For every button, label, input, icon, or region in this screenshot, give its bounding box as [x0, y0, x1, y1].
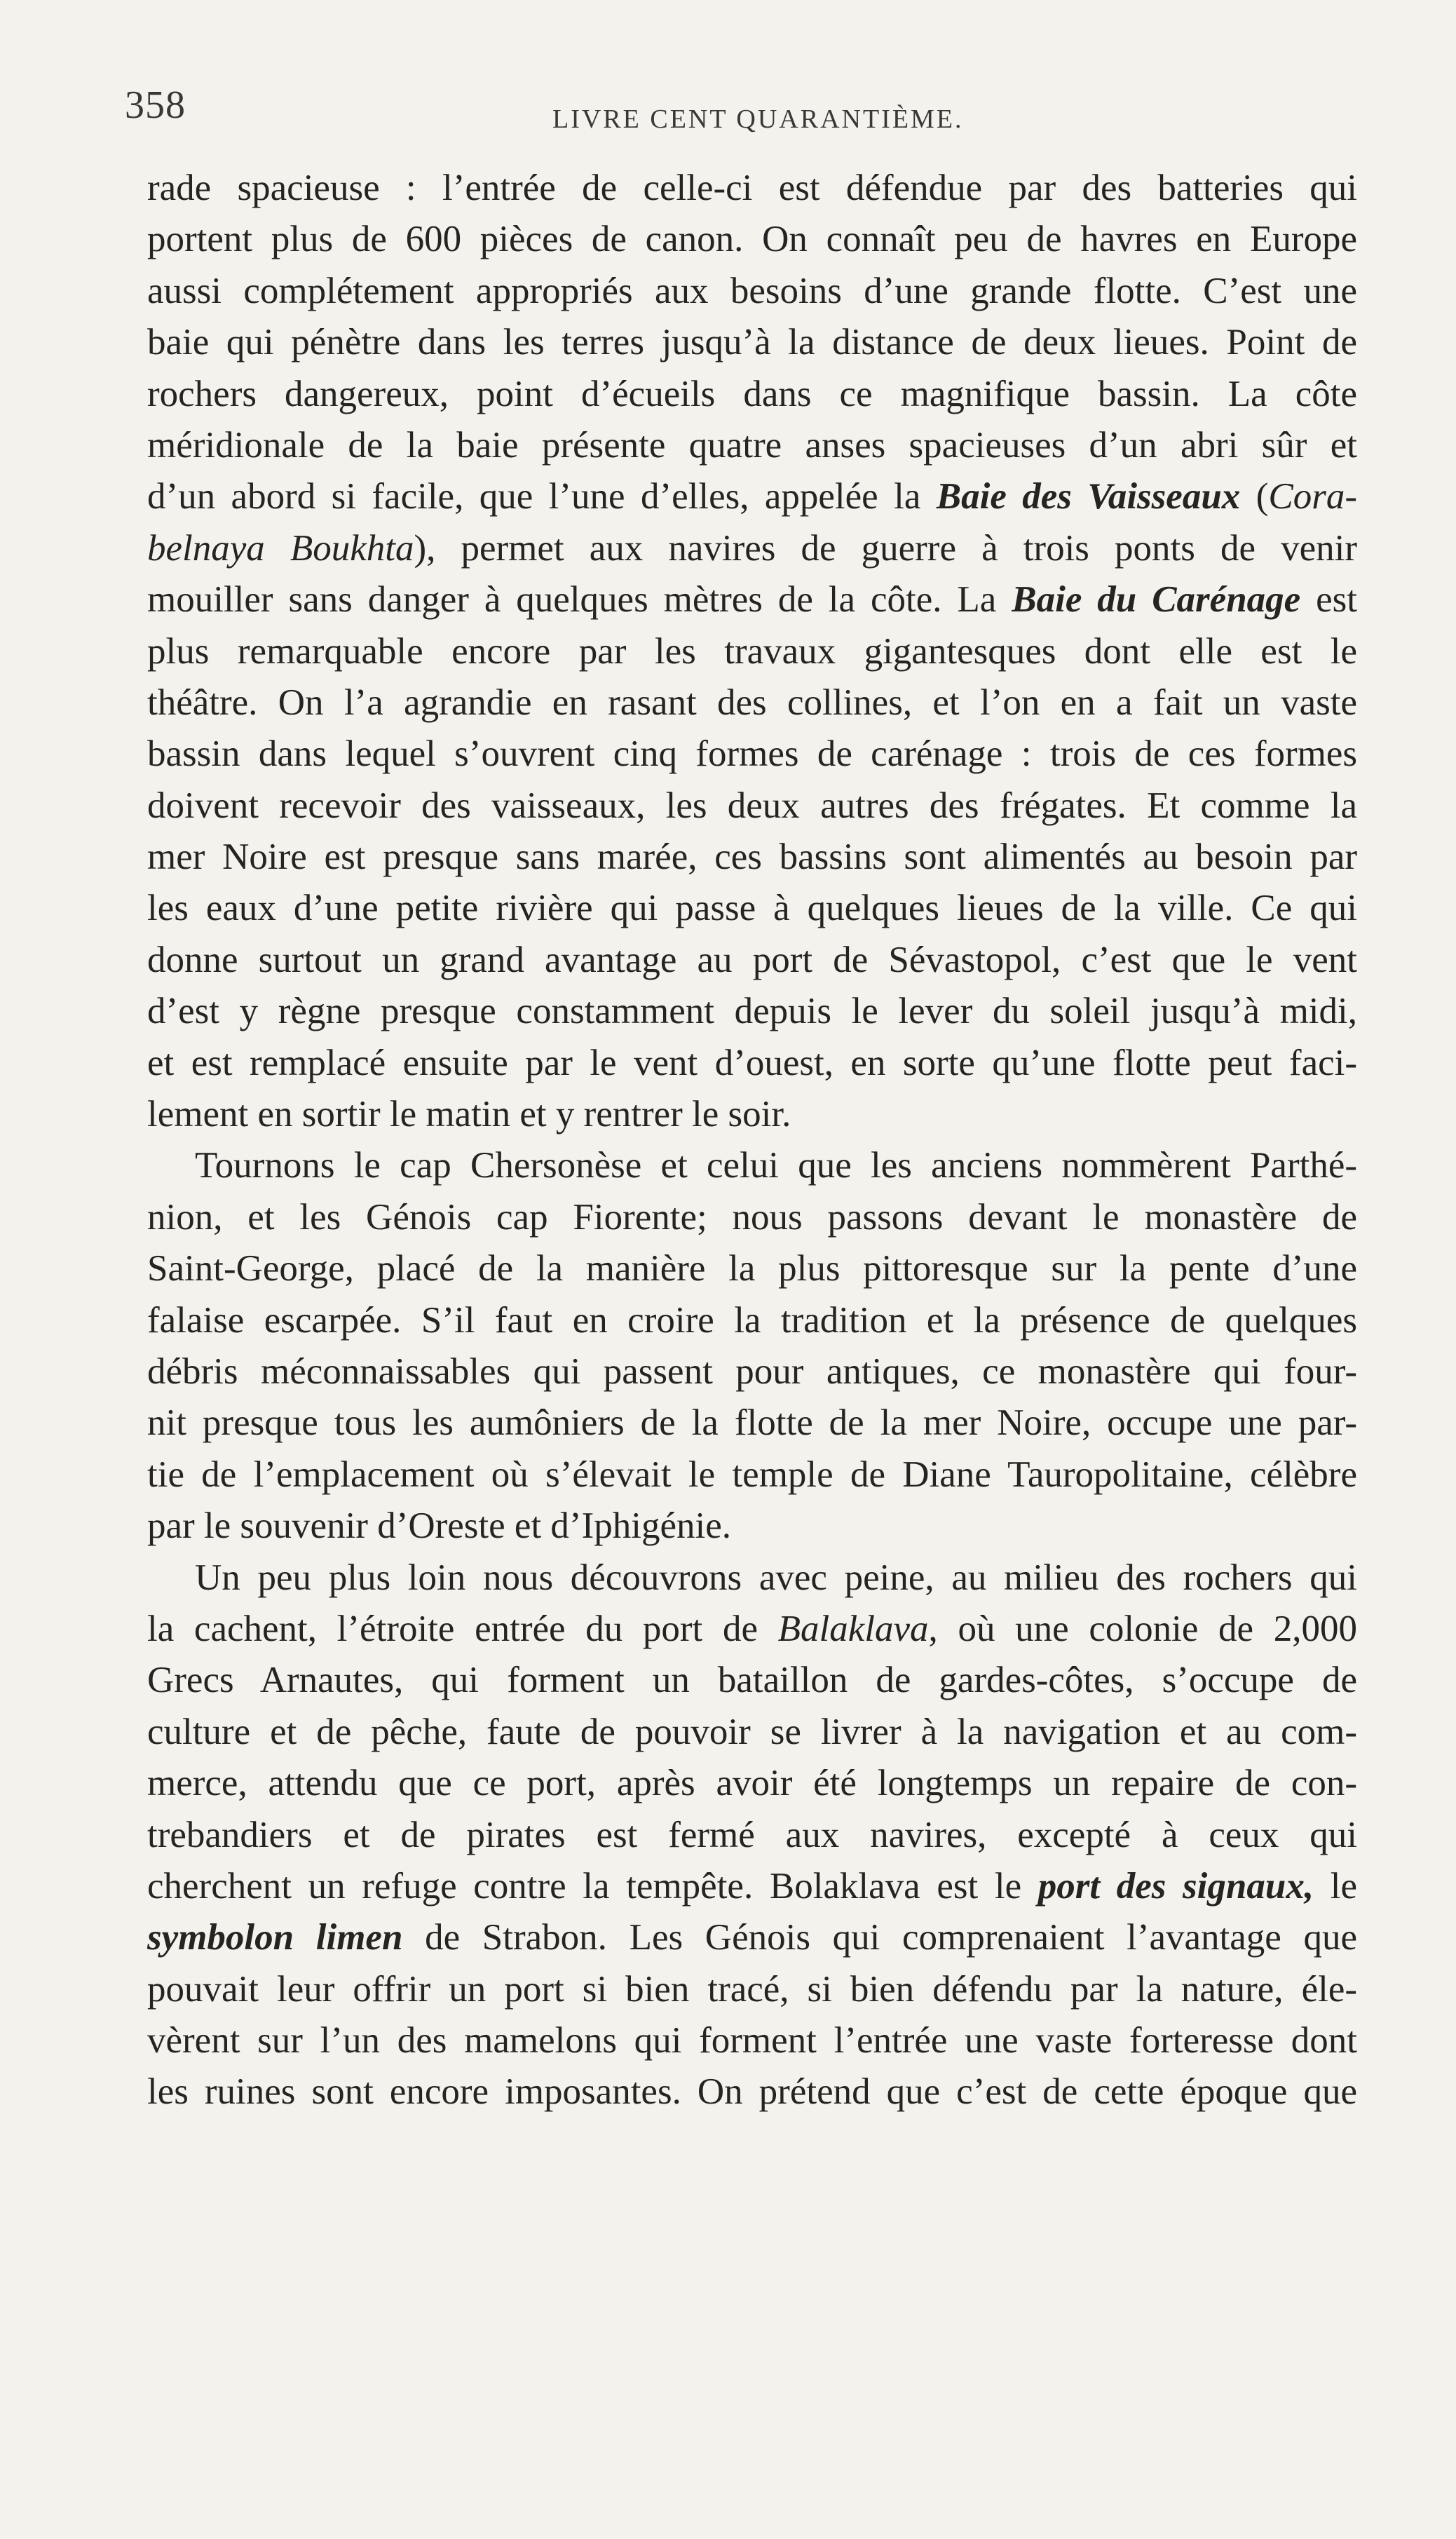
text-line: portent plus de 600 pièces de canon. On connaît peu de havres en Europe: [147, 219, 1357, 260]
place-name-italic: Baie du Carénage: [1012, 579, 1301, 621]
text-line: falaise escarpée. S’il faut en croire la tradition et la présence de quelques: [147, 1299, 1357, 1341]
text-line: baie qui pénètre dans les terres jusqu’à la distance de deux lieues. Point de: [147, 322, 1357, 363]
text-line: méridionale de la baie présente quatre anses spacieuses d’un abri sûr et: [147, 424, 1357, 466]
text-line: tie de l’emplacement où s’élevait le temple de Diane Tauropolitaine, célèbre: [147, 1454, 1357, 1495]
text-run: de Strabon. Les Génois qui comprenaient l’avantage que: [402, 1917, 1357, 1958]
term-italic: symbolon limen: [147, 1917, 403, 1958]
page-number: 358: [125, 83, 186, 127]
text-line: merce, attendu que ce port, après avoir été longtemps un repaire de con-: [147, 1763, 1357, 1804]
text-line: Saint-George, placé de la manière la plus pittoresque sur la pente d’une: [147, 1248, 1357, 1289]
text-line: nit presque tous les aumôniers de la flotte de la mer Noire, occupe une par-: [147, 1402, 1357, 1444]
text-line: d’est y règne presque constamment depuis le lever du soleil jusqu’à midi,: [147, 991, 1357, 1032]
place-name-italic: Balaklava: [777, 1608, 929, 1649]
text-line: aussi complétement appropriés aux besoins d’une grande flotte. C’est une: [147, 270, 1357, 311]
text-line: et est remplacé ensuite par le vent d’ouest, en sorte qu’une flotte peut faci-: [147, 1042, 1357, 1083]
text-run: (: [1240, 476, 1269, 517]
text-line: [147, 1861, 1357, 1912]
text-line: lement en sortir le matin et y rentrer le soir.: [147, 1094, 791, 1135]
text-run: ), permet aux navires de guerre à trois ponts de venir: [414, 527, 1357, 569]
text-line: Grecs Arnautes, qui forment un bataillon de gardes-côtes, s’occupe de: [147, 1660, 1357, 1701]
text-line: [147, 1604, 1357, 1655]
running-head: [125, 83, 1359, 139]
text-line: mer Noire est presque sans marée, ces bassins sont alimentés au besoin par: [147, 837, 1357, 878]
place-name-italic: belnaya Boukhta: [147, 527, 414, 569]
body-text: [147, 163, 1357, 2118]
text-line: nion, et les Génois cap Fiorente; nous passons devant le monastère de: [147, 1196, 1357, 1238]
text-run: , où une colonie de 2,000: [928, 1608, 1357, 1649]
text-line: Un peu plus loin nous découvrons avec peine, au milieu des rochers qui: [195, 1557, 1357, 1598]
text-line: trebandiers et de pirates est fermé aux navires, excepté à ceux qui: [147, 1814, 1357, 1855]
text-run: mouiller sans danger à quelques mètres de la côte. La: [147, 579, 1012, 621]
text-line: doivent recevoir des vaisseaux, les deux autres des frégates. Et comme la: [147, 785, 1357, 826]
text-line: plus remarquable encore par les travaux gigantesques dont elle est le: [147, 630, 1357, 672]
place-name-italic: Baie des Vaisseaux: [936, 476, 1241, 517]
text-line: les ruines sont encore imposantes. On prétend que c’est de cette époque que: [147, 2071, 1357, 2113]
text-line: pouvait leur offrir un port si bien tracé, si bien défendu par la nature, éle-: [147, 1968, 1357, 2010]
text-line: [147, 1912, 1357, 1963]
text-line: culture et de pêche, faute de pouvoir se livrer à la navigation et au com-: [147, 1711, 1357, 1752]
text-run: cherchent un refuge contre la tempête. Bolaklava est le: [147, 1865, 1038, 1907]
text-line: débris méconnaissables qui passent pour antiques, ce monastère qui four-: [147, 1350, 1357, 1392]
term-italic: port des signaux,: [1037, 1865, 1314, 1907]
text-line: rade spacieuse : l’entrée de celle-ci est défendue par des batteries qui: [147, 168, 1357, 208]
text-line: les eaux d’une petite rivière qui passe à quelques lieues de la ville. Ce qui: [147, 888, 1357, 929]
text-line: donne surtout un grand avantage au port de Sévastopol, c’est que le vent: [147, 939, 1357, 980]
text-line: par le souvenir d’Oreste et d’Iphigénie.: [147, 1505, 731, 1547]
text-line: vèrent sur l’un des mamelons qui forment l’entrée une vaste forteresse dont: [147, 2020, 1357, 2061]
text-line: rochers dangereux, point d’écueils dans ce magnifique bassin. La côte: [147, 373, 1357, 414]
text-run: la cachent, l’étroite entrée du port de: [147, 1608, 778, 1649]
text-run: d’un abord si facile, que l’une d’elles, appelée la: [147, 476, 937, 517]
chapter-header-title: LIVRE CENT QUARANTIÈME.: [552, 104, 964, 134]
text-run: le: [1314, 1865, 1357, 1907]
text-line: bassin dans lequel s’ouvrent cinq formes de carénage : trois de ces formes: [147, 733, 1357, 775]
text-line: Tournons le cap Chersonèse et celui que les anciens nommèrent Parthé-: [195, 1145, 1357, 1186]
text-line: [147, 471, 1357, 522]
text-line: [147, 523, 1357, 574]
text-line: [147, 574, 1357, 625]
text-run: est: [1300, 579, 1357, 621]
place-name-italic: Cora-: [1268, 476, 1357, 517]
text-line: théâtre. On l’a agrandie en rasant des collines, et l’on en a fait un vaste: [147, 682, 1357, 723]
